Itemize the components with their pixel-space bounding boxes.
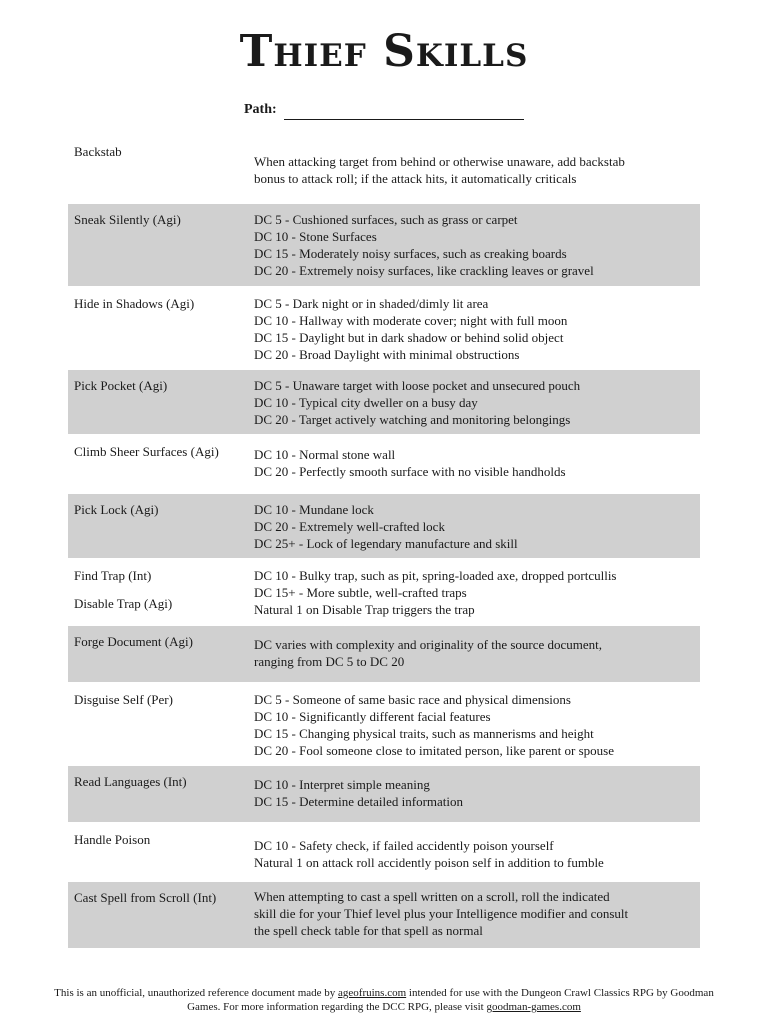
skill-description-line: DC 10 - Mundane lock [254, 502, 374, 517]
skill-row [68, 494, 700, 558]
skill-name: Sneak Silently (Agi) [74, 212, 181, 227]
skill-description [248, 436, 700, 492]
skill-description [248, 824, 700, 880]
skill-description [248, 626, 700, 682]
skill-row [68, 136, 700, 202]
skill-description-line: DC 15 - Moderately noisy surfaces, such as creaking boards [254, 246, 567, 261]
skill-description-line: DC 15 - Daylight but in dark shadow or behind solid object [254, 330, 564, 345]
skill-name-cell [68, 288, 248, 368]
skill-description-line: DC 10 - Bulky trap, such as pit, spring-loaded axe, dropped portcullis [254, 568, 617, 583]
skill-name: Backstab [74, 144, 122, 159]
skill-description [248, 882, 700, 948]
skill-description-line: DC 10 - Normal stone wall [254, 447, 396, 462]
skill-row [68, 370, 700, 434]
skill-name-cell [68, 136, 248, 202]
skill-description-line: Natural 1 on Disable Trap triggers the trap [254, 602, 475, 617]
skill-description-line: DC 10 - Stone Surfaces [254, 229, 377, 244]
skill-description [248, 766, 700, 822]
skill-name: Handle Poison [74, 832, 151, 847]
skill-description-line: DC 20 - Perfectly smooth surface with no visible handholds [254, 464, 566, 479]
skill-description [248, 136, 700, 202]
ageofruins-link[interactable]: ageofruins.com [338, 987, 407, 999]
path-input-line[interactable] [284, 119, 524, 120]
skill-description [248, 560, 700, 624]
skill-description-line: DC 5 - Someone of same basic race and physical dimensions [254, 692, 571, 707]
footer-text-2: intended for use with the Dungeon Crawl Classics RPG by Goodman Games. For more information regarding the DCC RPG, please visit [187, 987, 714, 1013]
skill-name: Pick Pocket (Agi) [74, 378, 168, 393]
skill-description-line: skill die for your Thief level plus your Intelligence modifier and consult [254, 906, 629, 921]
skill-description-line: DC 20 - Broad Daylight with minimal obstructions [254, 347, 520, 362]
skill-description-line: the spell check table for that spell as normal [254, 923, 483, 938]
skill-description-line: DC 5 - Cushioned surfaces, such as grass or carpet [254, 212, 518, 227]
skill-description [248, 204, 700, 286]
skill-description [248, 494, 700, 558]
skill-name: Find Trap (Int) [74, 568, 152, 583]
skill-name-cell [68, 204, 248, 286]
skill-description-line: bonus to attack roll; if the attack hits, it automatically criticals [254, 171, 577, 186]
skill-description-line: DC 15 - Determine detailed information [254, 794, 464, 809]
skill-row [68, 560, 700, 624]
skill-description-line: DC 10 - Typical city dweller on a busy day [254, 395, 478, 410]
skill-name-cell [68, 824, 248, 880]
skill-description-line: DC 20 - Fool someone close to imitated person, like parent or spouse [254, 743, 614, 758]
skill-row [68, 204, 700, 286]
skill-name: Read Languages (Int) [74, 774, 187, 789]
skill-description-line: DC 10 - Hallway with moderate cover; night with full moon [254, 313, 568, 328]
skill-row [68, 436, 700, 492]
skill-row [68, 766, 700, 822]
skill-row [68, 684, 700, 764]
skill-name-cell [68, 560, 248, 624]
skill-row [68, 288, 700, 368]
skill-description-line: DC 20 - Extremely noisy surfaces, like crackling leaves or gravel [254, 263, 594, 278]
skill-description-line: When attempting to cast a spell written on a scroll, roll the indicated [254, 889, 610, 904]
skill-description-line: DC 10 - Safety check, if failed accidently poison yourself [254, 838, 554, 853]
skills-table [68, 136, 700, 948]
footer-note [40, 986, 728, 1014]
skill-row [68, 626, 700, 682]
skill-description-line: DC 15 - Changing physical traits, such as mannerisms and height [254, 726, 594, 741]
skill-description-line: DC 5 - Unaware target with loose pocket and unsecured pouch [254, 378, 581, 393]
skill-name: Cast Spell from Scroll (Int) [74, 890, 217, 905]
goodman-games-link[interactable]: goodman-games.com [486, 1001, 581, 1013]
skill-description-line: DC 20 - Extremely well-crafted lock [254, 519, 445, 534]
skill-name-cell [68, 370, 248, 434]
skill-description-line: DC 15+ - More subtle, well-crafted traps [254, 585, 467, 600]
skill-description-line: When attacking target from behind or otherwise unaware, add backstab [254, 154, 625, 169]
skill-name-cell [68, 436, 248, 492]
footer-text-1: This is an unofficial, unauthorized reference document made by [54, 987, 339, 999]
path-label: Path: [244, 102, 277, 117]
skill-description-line: DC 10 - Significantly different facial features [254, 709, 491, 724]
skill-description-line: ranging from DC 5 to DC 20 [254, 654, 405, 669]
skill-name: Hide in Shadows (Agi) [74, 296, 195, 311]
skill-name-cell [68, 882, 248, 948]
skill-name-cell [68, 494, 248, 558]
skill-description-line: DC 10 - Interpret simple meaning [254, 777, 430, 792]
skill-name: Disable Trap (Agi) [74, 596, 173, 611]
skill-name: Climb Sheer Surfaces (Agi) [74, 444, 219, 459]
skill-row [68, 824, 700, 880]
skill-description [248, 288, 700, 368]
skill-description-line: DC 25+ - Lock of legendary manufacture and skill [254, 536, 518, 551]
skill-name-cell [68, 766, 248, 822]
skill-description [248, 684, 700, 764]
skill-name-cell [68, 626, 248, 682]
page-title: Thief Skills [239, 26, 529, 77]
skill-description-line: DC 20 - Target actively watching and monitoring belongings [254, 412, 571, 427]
skill-row [68, 882, 700, 948]
skill-description-line: DC varies with complexity and originality of the source document, [254, 637, 603, 652]
skill-name: Disguise Self (Per) [74, 692, 173, 707]
skill-name-cell [68, 684, 248, 764]
skill-name: Pick Lock (Agi) [74, 502, 159, 517]
skill-description [248, 370, 700, 434]
skill-description-line: DC 5 - Dark night or in shaded/dimly lit area [254, 296, 489, 311]
skill-description-line: Natural 1 on attack roll accidently poison self in addition to fumble [254, 855, 604, 870]
skill-name: Forge Document (Agi) [74, 634, 193, 649]
